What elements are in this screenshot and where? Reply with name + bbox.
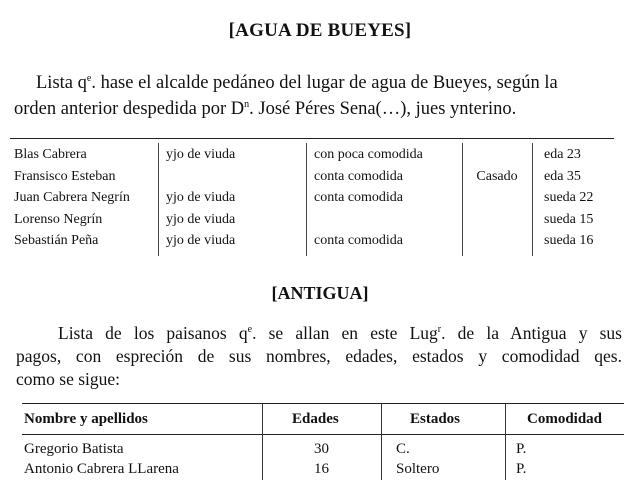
table1-cell-comodidad: conta comodida xyxy=(314,168,404,184)
table1-cell-estado: yjo de viuda xyxy=(166,233,236,248)
table2-cell-edad: 30 xyxy=(314,441,329,457)
table1-cell-civil: Casado xyxy=(476,168,518,184)
table1-cell-edad: sueda 15 xyxy=(544,211,594,227)
column-divider xyxy=(381,404,382,480)
intro-paragraph-antigua: Lista de los paisanos $q^e$. se allan en este Lug$^r$. de la Antigua y sus pagos, con espreción de sus nombres, edades, estados y comodidad qes. como se sigue: xyxy=(16,323,622,389)
table2-cell-name: Antonio Cabrera LLarena xyxy=(24,461,179,477)
section-title-antigua: [ANTIGUA] xyxy=(271,283,369,303)
column-divider xyxy=(306,143,307,256)
table1-cell-estado: yjo de viuda xyxy=(166,211,236,227)
column-divider xyxy=(462,143,463,256)
table1-cell-name: Sebastián Peña xyxy=(14,233,99,248)
table-agua-de-bueyes xyxy=(10,141,614,256)
table1-cell-edad: eda 23 xyxy=(544,147,581,162)
table1-cell-name: Lorenso Negrín xyxy=(14,211,103,227)
table2-cell-name: Gregorio Batista xyxy=(24,441,124,457)
table1-cell-edad: eda 35 xyxy=(544,168,581,184)
table2-cell-comodidad: P. xyxy=(516,461,527,477)
intro-paragraph-agua-de-bueyes: Lista $q^e$. hase el alcalde pedáneo del lugar de agua de Bueyes, según la orden anterior despedida por $D^n$. José Péres Sena(…), jues ynterino. xyxy=(14,72,558,119)
table1-cell-comodidad: con poca comodida xyxy=(314,147,423,162)
column-divider xyxy=(532,143,533,256)
table1-cell-comodidad: conta comodida xyxy=(314,190,404,205)
header-edades: Edades xyxy=(292,411,339,427)
section-title-agua-de-bueyes: [AGUA DE BUEYES] xyxy=(228,20,412,41)
table1-cell-edad: sueda 16 xyxy=(544,233,594,248)
table2-cell-estado: C. xyxy=(396,441,410,457)
table1-cell-estado: yjo de viuda xyxy=(166,147,236,162)
column-divider xyxy=(505,404,506,480)
table2-cell-edad: 16 xyxy=(314,461,329,477)
table1-cell-edad: sueda 22 xyxy=(544,190,594,205)
table-antigua xyxy=(22,403,624,480)
header-comodidad: Comodidad xyxy=(527,411,603,427)
table2-cell-estado: Soltero xyxy=(396,461,440,477)
table1-cell-name: Fransisco Esteban xyxy=(14,168,116,184)
table1-cell-comodidad: conta comodida xyxy=(314,233,404,248)
table2-cell-comodidad: P. xyxy=(516,441,527,457)
table1-cell-estado: yjo de viuda xyxy=(166,190,236,205)
table1-cell-name: Blas Cabrera xyxy=(14,147,87,162)
header-estados: Estados xyxy=(410,411,461,427)
table-top-rule xyxy=(10,138,614,139)
column-divider xyxy=(158,143,159,256)
header-nombre: Nombre y apellidos xyxy=(24,411,148,427)
table1-cell-name: Juan Cabrera Negrín xyxy=(14,190,130,205)
